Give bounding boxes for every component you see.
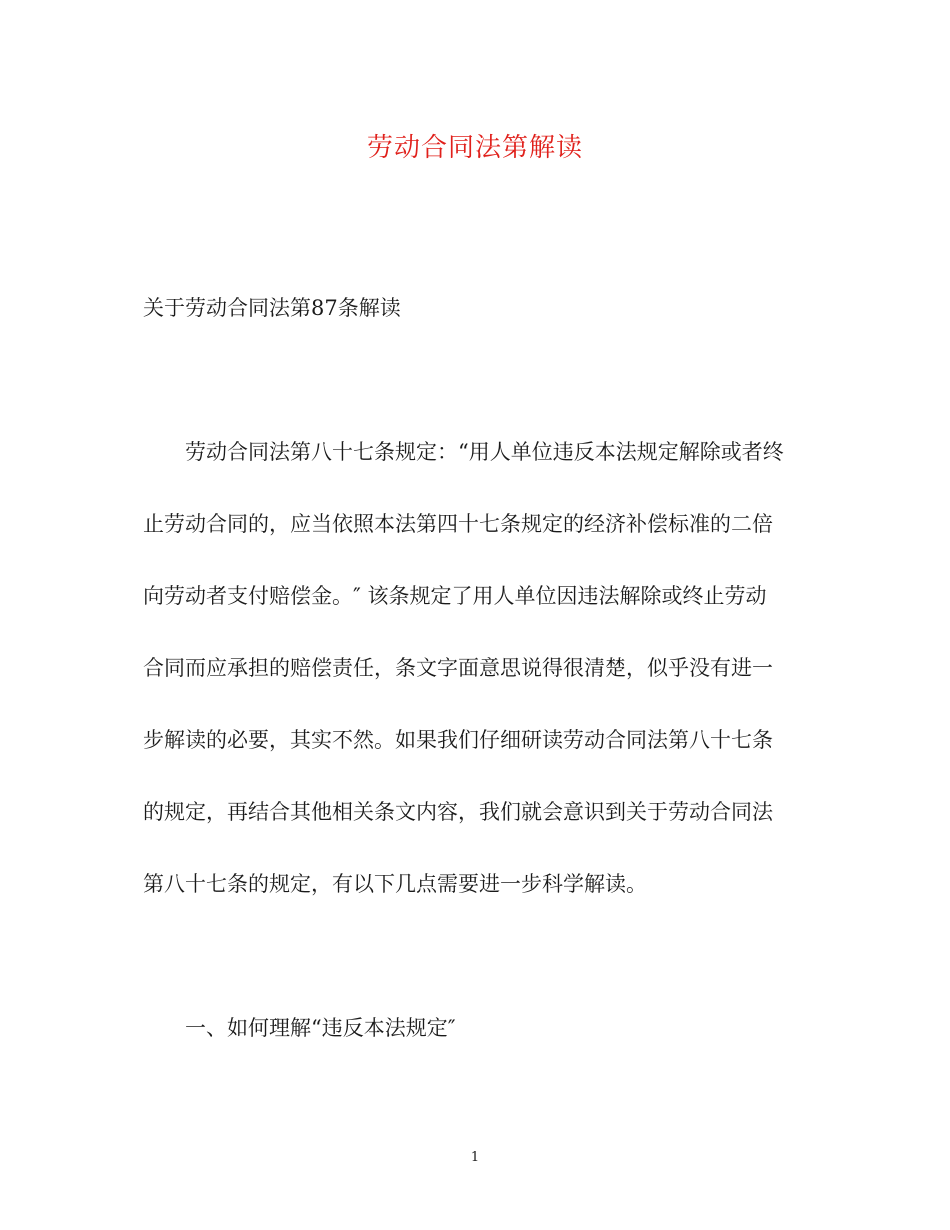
paragraph-line: 劳动合同法第八十七条规定：“用人单位违反本法规定解除或者终 bbox=[185, 440, 784, 464]
section-heading: 一、如何理解“违反本法规定″ bbox=[185, 1016, 456, 1040]
document-title: 劳动合同法第解读 bbox=[366, 133, 583, 163]
paragraph-line: 向劳动者支付赔偿金。″ 该条规定了用人单位因违法解除或终止劳动 bbox=[143, 584, 767, 608]
paragraph-line: 第八十七条的规定，有以下几点需要进一步科学解读。 bbox=[143, 872, 647, 896]
paragraph-line: 合同而应承担的赔偿责任，条文字面意思说得很清楚，似乎没有进一 bbox=[143, 656, 773, 680]
paragraph-line: 止劳动合同的，应当依照本法第四十七条规定的经济补偿标准的二倍 bbox=[143, 512, 773, 536]
document-subtitle: 关于劳动合同法第87条解读 bbox=[143, 296, 401, 320]
page-number: 1 bbox=[470, 1150, 480, 1165]
paragraph-line: 的规定，再结合其他相关条文内容，我们就会意识到关于劳动合同法 bbox=[143, 800, 773, 824]
paragraph-line: 步解读的必要，其实不然。如果我们仔细研读劳动合同法第八十七条 bbox=[143, 728, 773, 752]
